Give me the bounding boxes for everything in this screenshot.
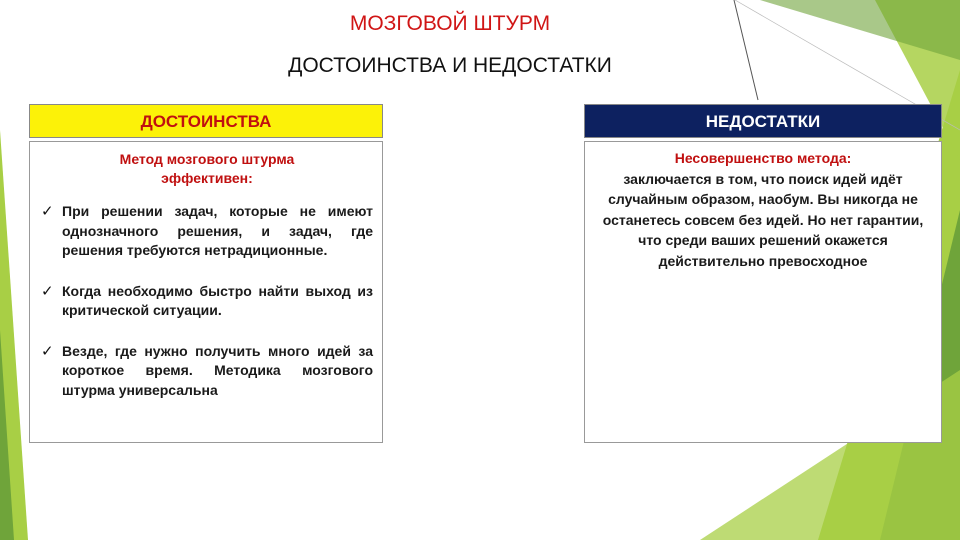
disadvantages-lead: Несовершенство метода: <box>674 150 852 166</box>
advantages-panel <box>29 141 383 443</box>
slide-title: МОЗГОВОЙ ШТУРМ <box>349 12 551 35</box>
checkmark-icon: ✓ <box>41 203 54 220</box>
advantages-subtitle: Метод мозгового штурма эффективен: <box>119 151 295 186</box>
advantages-list <box>41 202 373 400</box>
checkmark-icon: ✓ <box>41 282 54 300</box>
checkmark-icon: ✓ <box>41 342 54 360</box>
disadvantages-text: заключается в том, что поиск идей идёт случайным образом, наобум. Вы никогда не останетесь совсем без идей. Но нет гарантии, что среди ваших решений окажется действительно превосходное <box>602 170 924 269</box>
list-item-text: Когда необходимо быстро найти выход из критической ситуации. <box>62 282 373 318</box>
list-item-text: При решении задач, которые не имеют однозначного решения, и задач, где решения требуются нетрадиционные. <box>62 203 373 258</box>
list-item <box>41 342 373 401</box>
list-item <box>41 202 373 261</box>
list-item <box>41 282 373 321</box>
disadvantages-header: НЕДОСТАТКИ <box>584 104 942 138</box>
advantages-header: ДОСТОИНСТВА <box>29 104 383 138</box>
list-item-text: Везде, где нужно получить много идей за короткое время. Методика мозгового штурма универсальна <box>62 342 373 398</box>
slide-subtitle: ДОСТОИНСТВА И НЕДОСТАТКИ <box>288 54 612 77</box>
disadvantages-panel <box>584 141 942 443</box>
